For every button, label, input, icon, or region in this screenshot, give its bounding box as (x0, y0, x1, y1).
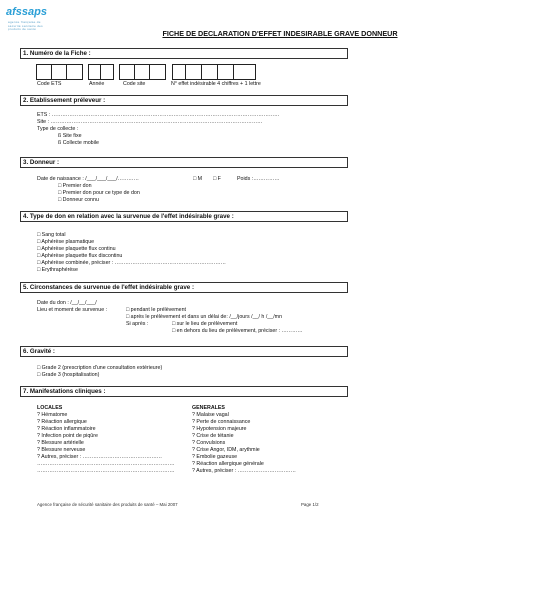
locales-item[interactable]: ? Réaction allergique (37, 419, 87, 425)
numero-effet-field[interactable] (172, 64, 256, 80)
generales-item[interactable]: ? Crise Angor, IDM, arythmie (192, 447, 260, 453)
en-dehors-lieu-checkbox[interactable]: □ en dehors du lieu de prélèvement, préciser : ………… (172, 328, 303, 334)
apherese-flux-discontinu-checkbox[interactable]: □ Aphérèse plaquette flux discontinu (37, 253, 123, 259)
section-2-heading: 2. Etablissement préleveur : (23, 97, 106, 104)
section-4-header (20, 211, 348, 222)
section-6-header (20, 346, 348, 357)
section-1-heading: 1. Numéro de la Fiche : (23, 50, 91, 57)
generales-item[interactable]: ? Perte de connaissance (192, 419, 251, 425)
apherese-plasmatique-checkbox[interactable]: □ Aphérèse plasmatique (37, 239, 95, 245)
sexe-m-checkbox[interactable]: □ M (193, 176, 203, 182)
premier-don-type-checkbox[interactable]: □ Premier don pour ce type de don (58, 190, 140, 196)
section-4-heading: 4. Type de don en relation avec la survenue de l'effet indésirable grave : (23, 213, 234, 220)
si-apres-label: Si après : (126, 321, 149, 327)
footer-agency: Agence française de sécurité sanitaire des produits de santé – Mai 2007 (37, 502, 178, 507)
collecte-mobile-option[interactable]: ß Collecte mobile (58, 140, 99, 146)
generales-item[interactable]: ? Hypotension majeure (192, 426, 247, 432)
apherese-flux-continu-checkbox[interactable]: □ Aphérèse plaquette flux continu (37, 246, 116, 252)
logo-name: afssaps (6, 6, 47, 18)
apres-prelevement-checkbox[interactable]: □ après le prélèvement et dans un délai de: /__/jours /__/ h /__/mn (126, 314, 283, 320)
locales-item[interactable]: ? Blessure artérielle (37, 440, 84, 446)
generales-item[interactable]: ? Crise de tétanie (192, 433, 234, 439)
section-1-header (20, 48, 348, 59)
section-5-header (20, 282, 348, 293)
section-2-header (20, 95, 348, 106)
form-title: FICHE DE DECLARATION D'EFFET INDESIRABLE GRAVE DONNEUR (162, 29, 398, 38)
date-don-line: Date du don : /__/__/___/ (37, 300, 97, 306)
code-ets-field[interactable] (36, 64, 83, 80)
annee-field[interactable] (88, 64, 114, 80)
erythrapherese-checkbox[interactable]: □ Erythraphérèse (37, 267, 78, 273)
label-code-ets: Code ETS (37, 81, 62, 87)
footer-page-number: Page 1/2 (301, 502, 319, 507)
generales-item[interactable]: ? Embolie gazeuse (192, 454, 238, 460)
label-annee: Année (89, 81, 105, 87)
generales-item[interactable]: ? Autres, préciser : …………………………… (192, 468, 296, 474)
date-naissance-line: Date de naissance : /___/___/___/………… (37, 176, 139, 182)
section-6-heading: 6. Gravité : (23, 348, 55, 355)
sur-lieu-checkbox[interactable]: □ sur le lieu de prélèvement (172, 321, 238, 327)
sang-total-checkbox[interactable]: □ Sang total (37, 232, 66, 238)
ets-line: ETS : ………………………………………………………………………………………………………………… (37, 112, 280, 118)
locales-title: LOCALES (37, 405, 63, 411)
generales-title: GENERALES (192, 405, 225, 411)
code-site-field[interactable] (119, 64, 166, 80)
label-code-site: Code site (123, 81, 146, 87)
lieu-moment-label: Lieu et moment de survenue : (37, 307, 108, 313)
site-fixe-option[interactable]: ß Site fixe (58, 133, 82, 139)
grade-3-checkbox[interactable]: □ Grade 3 (hospitalisation) (37, 372, 100, 378)
section-3-heading: 3. Donneur : (23, 159, 60, 166)
locales-item[interactable]: ? Hématome (37, 412, 68, 418)
section-7-header (20, 386, 348, 397)
apherese-combinee-checkbox[interactable]: □ Aphérèse combinée, préciser : ……………………………………………………… (37, 260, 226, 266)
generales-item[interactable]: ? Convulsions (192, 440, 226, 446)
locales-item: …………………………………………………………………… (37, 461, 175, 467)
locales-item[interactable]: ? Autres, préciser : ……………………………………… (37, 454, 163, 460)
section-5-heading: 5. Circonstances de survenue de l'effet indésirable grave : (23, 284, 195, 291)
type-collecte-label: Type de collecte : (37, 126, 79, 132)
locales-item: …………………………………………………………………… (37, 468, 175, 474)
generales-item[interactable]: ? Réaction allergique générale (192, 461, 264, 467)
generales-item[interactable]: ? Malaise vagal (192, 412, 229, 418)
grade-2-checkbox[interactable]: □ Grade 2 (prescription d'une consultation extérieure) (37, 365, 163, 371)
locales-item[interactable]: ? Infection point de piqûre (37, 433, 98, 439)
section-7-heading: 7. Manifestations cliniques : (23, 388, 106, 395)
sexe-f-checkbox[interactable]: □ F (213, 176, 221, 182)
premier-don-checkbox[interactable]: □ Premier don (58, 183, 92, 189)
site-line: Site : ………………………………………………………………………………………………………… (37, 119, 263, 125)
section-3-header (20, 157, 348, 168)
locales-item[interactable]: ? Blessure nerveuse (37, 447, 86, 453)
locales-item[interactable]: ? Réaction inflammatoire (37, 426, 96, 432)
pendant-prelevement-checkbox[interactable]: □ pendant le prélèvement (126, 307, 187, 313)
label-numero-effet: N° effet indésirable 4 chiffres + 1 lettre (171, 81, 261, 87)
donneur-connu-checkbox[interactable]: □ Donneur connu (58, 197, 99, 203)
poids-line: Poids :…………… (237, 176, 280, 182)
logo-tagline: agence française de sécurité sanitaire des produits de santé (8, 20, 43, 31)
